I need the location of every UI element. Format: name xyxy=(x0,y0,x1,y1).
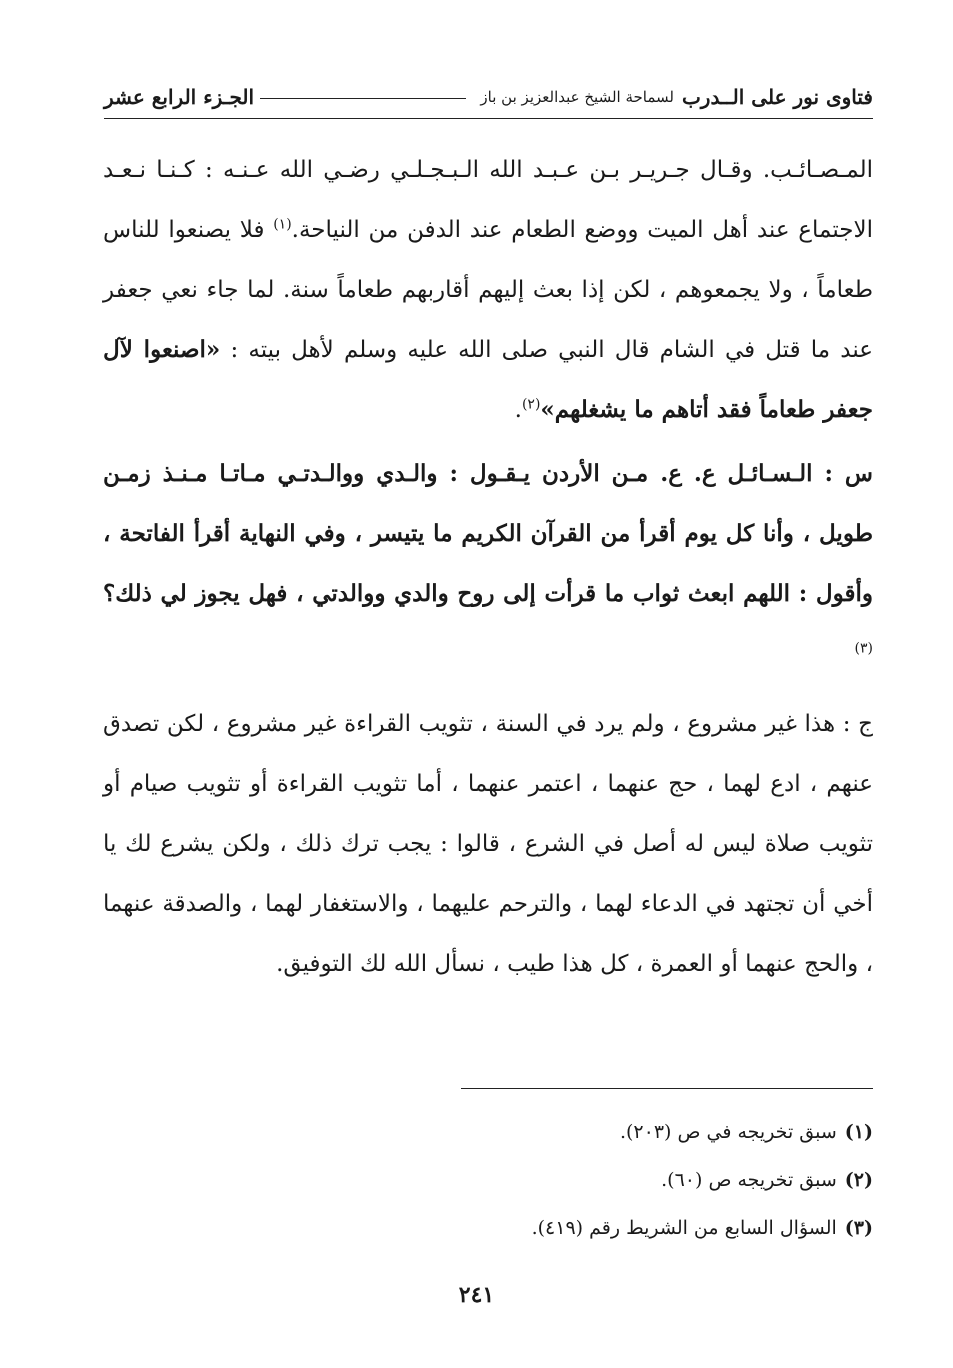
question-block xyxy=(103,444,873,684)
series-title: فتاوى نور على الــدرب xyxy=(681,85,873,109)
footnote-ref-1: (١) xyxy=(273,216,292,233)
footnote-number: (٣) xyxy=(844,1217,873,1239)
footnote-rule xyxy=(461,1088,873,1089)
footnote-1 xyxy=(103,1108,873,1156)
paragraph-continuation xyxy=(103,140,873,440)
header-dash xyxy=(260,98,466,99)
part-title: الجـزء الرابع عشر xyxy=(104,85,255,109)
footnote-ref-2: (٢) xyxy=(521,396,541,413)
header-rule xyxy=(104,118,873,119)
footnote-2 xyxy=(103,1156,873,1204)
author-name: لسماحة الشيخ عبدالعزيز بن باز xyxy=(480,88,674,106)
running-header xyxy=(104,80,873,114)
footnote-number: (١) xyxy=(844,1121,873,1143)
footnote-number: (٢) xyxy=(844,1169,873,1191)
footnote-3 xyxy=(103,1204,873,1252)
paragraph-text-b: فلا يصنعوا للناس طعاماً ، ولا يجمعوهم ، لكن إذا بعث إليهم أقاربهم طعاماً سنة. لما جاء نعي جعفر عند ما قتل في الشام قال النبي صلى الله عليه وسلم لأهل بيته : xyxy=(103,217,873,363)
paragraph-end: . xyxy=(514,397,522,423)
question-prefix: س : xyxy=(812,460,873,487)
footnote-ref-3: (٣) xyxy=(854,640,873,657)
page-number: ٢٤١ xyxy=(458,1282,495,1308)
answer-prefix: ج : xyxy=(835,711,873,737)
footnote-text: سبق تخريجه في ص (٢٠٣). xyxy=(619,1121,837,1143)
footnote-text: السؤال السابع من الشريط رقم (٤١٩). xyxy=(531,1217,837,1239)
paragraph-text-a: المـصـائـب. وقـال جـريـر بـن عـبـد الله الـبـجـلـي رضـي الله عـنـه : كـنـا نـعـد الاجتماع عند أهل الميت ووضع الطعام عند الدفن من النياحة. xyxy=(103,157,874,243)
answer-text: هذا غير مشروع ، ولم يرد في السنة ، تثويب القراءة غير مشروع ، لكن تصدق عنهم ، ادع لهما ، حج عنهما ، اعتمر عنهما ، أما تثويب القراءة أو تثويب صيام أو تثويب صلاة ليس له أصل في الشرع ، قالوا : يجب ترك ذلك ، ولكن يشرع لك يا أخي أن تجتهد في الدعاء لهما ، والترحم عليهما ، والاستغفار لهما ، والصدقة عنهما ، والحج عنهما أو العمرة ، كل هذا طيب ، نسأل الله لك التوفيق. xyxy=(103,711,873,977)
hadith-quote: «اصنعوا لآل جعفر طعاماً فقد أتاهم ما يشغلهم» xyxy=(103,336,873,423)
footnote-text: سبق تخريجه ص (٦٠). xyxy=(661,1169,837,1191)
footnotes xyxy=(103,1108,873,1252)
question-text: الـسـائـل ع. ع. مـن الأردن يـقـول : والـدي ووالـدتـي مـاتـا مـنـذ زمـن طويل ، وأنا كل يوم أقرأ من القرآن الكريم ما يتيسر ، وفي النهاية أقرأ الفاتحة ، وأقول : اللهم ابعث ثواب ما قرأت إلى روح والدي ووالدتي ، فهل يجوز لي ذلك؟ xyxy=(103,460,873,607)
answer-block xyxy=(103,694,873,994)
